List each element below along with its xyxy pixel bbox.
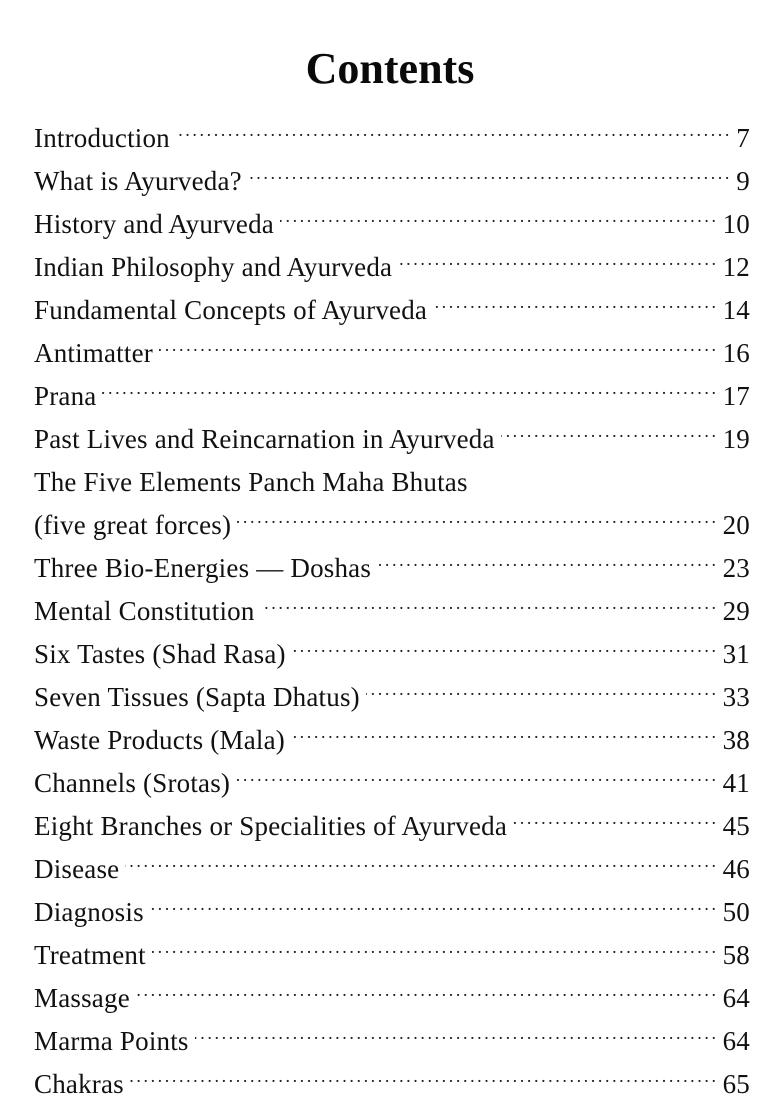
toc-entry-label: Mental Constitution	[34, 596, 255, 626]
dot-leader	[261, 577, 719, 620]
toc-entry-page-number: 17	[722, 381, 750, 411]
dot-leader	[398, 233, 718, 276]
dot-leader	[237, 491, 718, 534]
toc-entry-label: Seven Tissues (Sapta Dhatus)	[34, 682, 360, 712]
toc-entry-page-number: 31	[722, 639, 750, 669]
dot-leader	[292, 620, 719, 663]
toc-entry-page-number: 58	[722, 940, 750, 970]
toc-entry-label: Channels (Srotas)	[34, 768, 231, 798]
dot-leader	[280, 190, 719, 233]
dot-leader	[236, 749, 718, 792]
dot-leader	[377, 534, 719, 577]
dot-leader	[291, 706, 719, 749]
toc-entry-page-number: 64	[722, 983, 750, 1013]
dot-leader	[474, 448, 732, 491]
toc-entry-page-number: 16	[722, 338, 750, 368]
toc-entry-label: Introduction	[34, 123, 170, 153]
dot-leader	[102, 362, 718, 405]
toc-entry-label: Chakras	[34, 1069, 124, 1099]
dot-leader	[248, 147, 732, 190]
toc-entry-prana[interactable]	[34, 362, 750, 411]
toc-entry-label: The Five Elements Panch Maha Bhutas	[34, 467, 468, 497]
toc-entry-label: Indian Philosophy and Ayurveda	[34, 252, 393, 282]
dot-leader	[195, 1007, 719, 1050]
toc-entry-massage[interactable]	[34, 964, 750, 1013]
toc-entry-label: Fundamental Concepts of Ayurveda	[34, 295, 428, 325]
dot-leader	[513, 792, 719, 835]
toc-entry-label: What is Ayurveda?	[34, 166, 242, 196]
dot-leader	[159, 319, 719, 362]
toc-entry-page-number: 10	[722, 209, 750, 239]
dot-leader	[152, 921, 719, 964]
toc-entry-label: History and Ayurveda	[34, 209, 274, 239]
toc-entry-page-number: 33	[722, 682, 750, 712]
dot-leader	[150, 878, 719, 921]
toc-entry-page-number: 12	[722, 252, 750, 282]
toc-entry-page-number: 46	[722, 854, 750, 884]
dot-leader	[130, 1050, 719, 1093]
toc-entry-page-number: 7	[736, 123, 750, 153]
dot-leader	[501, 405, 719, 448]
dot-leader	[366, 663, 719, 706]
toc-entry-marma-points[interactable]	[34, 1007, 750, 1056]
toc-entry-label: Waste Products (Mala)	[34, 725, 285, 755]
toc-entry-past-lives[interactable]	[34, 405, 750, 454]
toc-entry-label: Marma Points	[34, 1026, 189, 1056]
toc-entry-page-number: 38	[722, 725, 750, 755]
dot-leader	[125, 835, 718, 878]
toc-entry-page-number: 14	[722, 295, 750, 325]
toc-entry-label: Past Lives and Reincarnation in Ayurveda	[34, 424, 495, 454]
toc-entry-label: Eight Branches or Specialities of Ayurveda	[34, 811, 508, 841]
toc-entry-label: (five great forces)	[34, 510, 232, 540]
toc-entry-diagnosis[interactable]	[34, 878, 750, 927]
toc-entry-page-number: 50	[722, 897, 750, 927]
toc-entry-page-number: 19	[722, 424, 750, 454]
page-title: Contents	[305, 44, 475, 94]
toc-entry-page-number: 65	[722, 1069, 750, 1099]
toc-entry-label: Disease	[34, 854, 120, 884]
toc-entry-introduction[interactable]	[34, 104, 750, 153]
toc-entry-page-number: 20	[722, 510, 750, 540]
toc-entry-disease[interactable]	[34, 835, 750, 884]
toc-entry-page-number: 29	[722, 596, 750, 626]
toc-entry-label: Treatment	[34, 940, 146, 970]
toc-entry-label: Prana	[34, 381, 97, 411]
dot-leader	[136, 964, 719, 1007]
dot-leader	[433, 276, 719, 319]
toc-entry-label: Three Bio-Energies — Doshas	[34, 553, 372, 583]
toc-entry-page-number: 23	[722, 553, 750, 583]
dot-leader	[176, 104, 732, 147]
toc-entry-label: Antimatter	[34, 338, 153, 368]
toc-entry-chakras[interactable]	[34, 1050, 750, 1099]
toc-entry-page-number: 45	[722, 811, 750, 841]
toc-entry-label: Massage	[34, 983, 130, 1013]
toc-entry-label: Diagnosis	[34, 897, 144, 927]
toc-entry-page-number: 41	[722, 768, 750, 798]
toc-entry-page-number: 9	[736, 166, 750, 196]
toc-entry-label: Six Tastes (Shad Rasa)	[34, 639, 286, 669]
table-of-contents	[34, 104, 750, 1099]
toc-entry-page-number: 64	[722, 1026, 750, 1056]
